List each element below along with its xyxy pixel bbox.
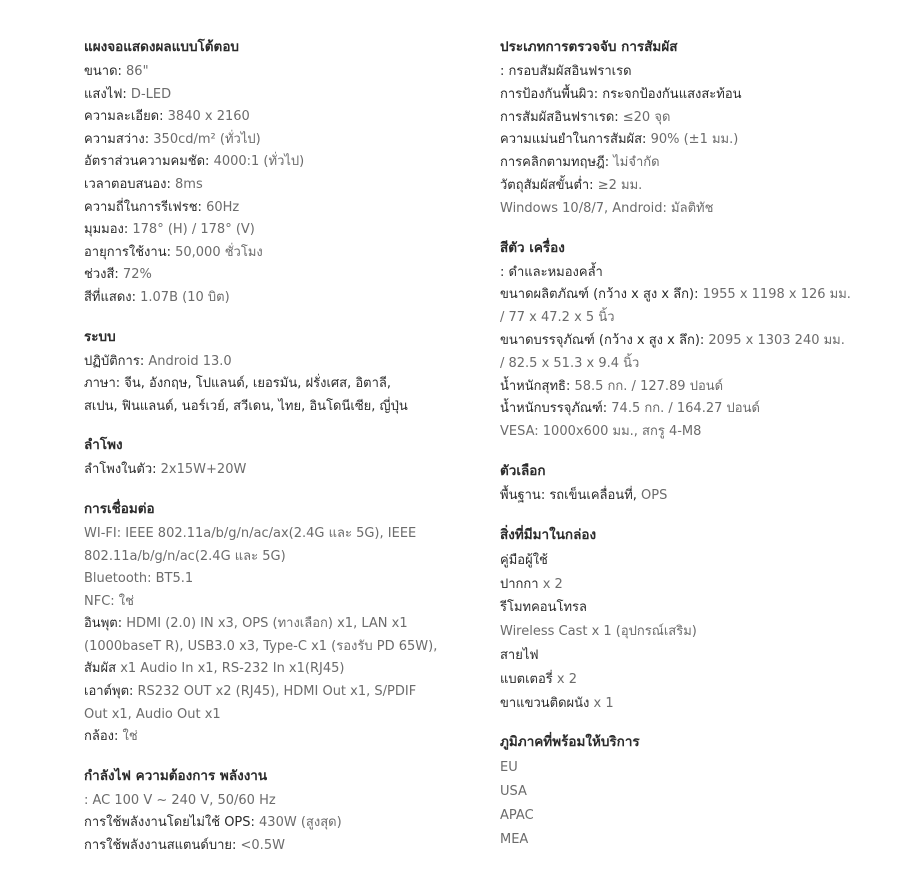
spec-line [84,396,474,419]
spec-value: / 82.5 x 51.3 x 9.4 นิ้ว [500,355,640,371]
spec-label: สีที่แสดง: [84,289,136,305]
spec-line [500,692,890,716]
section-heading: แผงจอแสดงผลแบบโต้ตอบ [84,39,240,55]
section-heading: ประเภทการตรวจจับ การสัมผัส [500,39,678,55]
section-heading: กำลังไฟ ความต้องการ พลังงาน [84,767,268,784]
spec-label: ขนาด: [84,64,122,79]
spec-line [84,459,474,482]
spec-label: ความละเอียด: [84,109,164,125]
spec-line [84,242,474,265]
section-heading: ระบบ [84,328,116,345]
spec-value: 2x15W+20W [156,462,247,478]
spec-label: การคลิกตามทฤษฎี: [500,155,610,171]
spec-label: น้ำหนักบรรจุภัณฑ์: [500,401,608,417]
spec-line [500,573,890,597]
spec-label: พื้นฐาน: รถเข็นเคลื่อนที่, [500,487,637,503]
spec-label: วัตถุสัมผัสขั้นต่ำ: [500,177,594,193]
spec-line [84,219,474,242]
spec-value: / 77 x 47.2 x 5 นิ้ว [500,310,615,326]
spec-line [84,726,474,749]
spec-value: Wireless Cast x 1 (อุปกรณ์เสริม) [500,624,697,640]
spec-value: 178° (H) / 178° (V) [128,222,255,238]
spec-value: RS232 OUT x2 (RJ45), HDMI Out x1, S/PDIF [133,684,417,700]
spec-value: OPS [636,487,668,503]
spec-value: 3840 x 2160 [163,109,250,125]
right-spec-section [500,731,890,851]
left-column [84,36,474,874]
section-heading: สิ่งที่มีมาในกล่อง [500,526,597,543]
spec-line [84,658,474,681]
spec-label: : กรอบสัมผัสอินฟราเรด [500,64,632,79]
spec-value: 90% (±1 มม.) [646,132,739,148]
spec-value: 72% [118,267,152,283]
spec-line [84,84,474,107]
spec-label: ขนาดผลิตภัณฑ์ (กว้าง x สูง x ลึก): [500,287,699,303]
spec-value: D-LED [126,86,172,102]
spec-label: สัมผัส [84,661,117,677]
spec-line [84,151,474,174]
spec-label: การสัมผัสอินฟราเรด: [500,109,619,125]
spec-value: 58.5 กก. / 127.89 ปอนด์ [570,378,724,394]
spec-line [84,373,474,396]
spec-label: คู่มือผู้ใช้ [500,552,548,568]
spec-line [84,129,474,152]
spec-value: Bluetooth: BT5.1 [84,571,194,587]
right-spec-section [500,237,890,444]
spec-line [500,644,890,668]
right-column [500,36,890,868]
spec-line [500,756,890,780]
spec-value: 1955 x 1198 x 126 มม. [698,287,851,303]
spec-label: อินพุต: [84,616,123,632]
section-heading: การเชื่อมต่อ [84,500,155,517]
spec-line [500,330,890,353]
spec-value: ไม่จำกัด [609,155,660,171]
spec-line [84,812,474,835]
spec-line [500,398,890,421]
spec-line [500,307,890,330]
spec-value: x 1 [589,695,614,711]
right-spec-section [500,36,890,221]
spec-line [500,668,890,692]
spec-label: ช่วงสี: [84,267,119,283]
spec-value: ใช่ [118,729,138,745]
spec-line [500,485,890,508]
spec-value: APAC [500,807,534,823]
spec-line [500,596,890,620]
spec-value: 2095 x 1303 240 มม. [704,332,845,348]
spec-line [84,61,474,84]
spec-line [500,262,890,285]
spec-line [500,107,890,130]
spec-value: 4000:1 (ทั่วไป) [209,154,305,170]
spec-label: ภาษา: จีน, อังกฤษ, โปแลนด์, เยอรมัน, ฝรั่งเศส, อิตาลี, [84,376,391,392]
spec-value: 350cd/m² (ทั่วไป) [149,131,261,147]
spec-line [500,61,890,84]
right-spec-section [500,524,890,716]
spec-line [500,421,890,444]
spec-line [500,780,890,804]
spec-line [84,681,474,704]
spec-label: ปฏิบัติการ: [84,353,145,369]
spec-line [500,620,890,644]
spec-line [84,174,474,197]
spec-label: แบตเตอรี่ [500,671,553,687]
spec-label: การใช้พลังงานโดยไม่ใช้ OPS: [84,815,255,831]
spec-line [84,704,474,727]
spec-value: NFC: ใช่ [84,593,134,609]
spec-label: ลำโพงในตัว: [84,462,157,478]
left-spec-section [84,765,474,858]
spec-line [500,84,890,107]
spec-value: 1.07B (10 บิต) [136,289,230,305]
spec-line [84,835,474,858]
spec-label: แสงไฟ: [84,86,127,102]
spec-label: : ดำและหมองคล้ำ [500,264,603,280]
spec-line [84,546,474,569]
spec-value: 60Hz [201,199,240,215]
spec-label: การใช้พลังงานสแตนด์บาย: [84,838,237,854]
spec-value: <0.5W [236,838,285,854]
spec-value: 430W (สูงสุด) [254,815,342,831]
left-spec-section [84,498,474,749]
spec-line [84,106,474,129]
spec-value: EU [500,760,518,776]
spec-label: สเปน, ฟินแลนด์, นอร์เวย์, สวีเดน, ไทย, อินโดนีเซีย, ญี่ปุ่น [84,398,408,414]
spec-value: MEA [500,831,529,847]
spec-label: ปากกา [500,576,539,592]
spec-value: ≤20 จุด [618,109,671,125]
spec-label: ความถี่ในการรีเฟรช: [84,199,202,215]
spec-value: 8ms [170,176,203,192]
spec-label: ความสว่าง: [84,131,150,147]
left-spec-section [84,326,474,419]
spec-value: (1000baseT R), USB3.0 x3, Type-C x1 (รองรับ PD 65W), [84,638,438,654]
spec-line [500,549,890,573]
spec-label: ขนาดบรรจุภัณฑ์ (กว้าง x สูง x ลึก): [500,332,705,348]
spec-value: VESA: 1000x600 มม., สกรู 4-M8 [500,424,702,440]
spec-value: HDMI (2.0) IN x3, OPS (ทางเลือก) x1, LAN x1 [122,616,408,632]
spec-label: การป้องกันพื้นผิว: กระจกป้องกันแสงสะท้อน [500,86,742,102]
spec-value: x 2 [552,671,577,687]
spec-value: 74.5 กก. / 164.27 ปอนด์ [607,401,760,417]
spec-label: อัตราส่วนความคมชัด: [84,154,210,170]
section-heading: สีตัว เครื่อง [500,239,565,256]
spec-line [500,828,890,852]
spec-line [84,636,474,659]
spec-line [500,198,890,221]
spec-line [84,523,474,546]
section-heading: ลำโพง [84,437,123,454]
spec-line [500,804,890,828]
left-spec-section [84,434,474,482]
spec-value: 86" [121,64,149,79]
spec-label: อายุการใช้งาน: [84,244,171,260]
spec-value: Android 13.0 [144,353,232,369]
spec-line [84,613,474,636]
spec-value: x 2 [538,576,563,592]
spec-label: รีโมทคอนโทรล [500,600,587,616]
spec-label: ขาแขวนติดผนัง [500,695,590,711]
spec-label: เอาต์พุต: [84,684,134,700]
spec-value: : AC 100 V ~ 240 V, 50/60 Hz [84,792,276,808]
spec-value: 50,000 ชั่วโมง [170,244,263,260]
spec-line [84,264,474,287]
section-heading: ตัวเลือก [500,462,546,479]
spec-value: USA [500,784,527,800]
spec-label: มุมมอง: [84,222,129,238]
spec-label: น้ำหนักสุทธิ: [500,378,571,394]
spec-line [500,353,890,376]
spec-line [84,790,474,813]
spec-value: x1 Audio In x1, RS-232 In x1(RJ45) [116,661,345,677]
spec-value: ≥2 มม. [593,177,643,193]
spec-value: Out x1, Audio Out x1 [84,706,221,722]
spec-value: Windows 10/8/7, Android: มัลติทัช [500,200,714,216]
spec-line [84,591,474,614]
spec-value: WI-FI: IEEE 802.11a/b/g/n/ac/ax(2.4G และ 5G), IEEE [84,525,417,541]
spec-label: กล้อง: [84,729,119,745]
spec-line [500,284,890,307]
left-spec-section [84,36,474,310]
spec-line [500,152,890,175]
spec-line [500,376,890,399]
spec-line [84,287,474,310]
spec-label: เวลาตอบสนอง: [84,176,171,192]
spec-line [500,129,890,152]
section-heading: ภูมิภาคที่พร้อมให้บริการ [500,734,640,751]
spec-label: สายไฟ [500,647,539,663]
spec-line [84,197,474,220]
spec-value: 802.11a/b/g/n/ac(2.4G และ 5G) [84,548,286,564]
spec-line [84,351,474,374]
spec-line [500,175,890,198]
spec-label: ความแม่นยำในการสัมผัส: [500,132,647,148]
right-spec-section [500,460,890,508]
spec-line [84,568,474,591]
